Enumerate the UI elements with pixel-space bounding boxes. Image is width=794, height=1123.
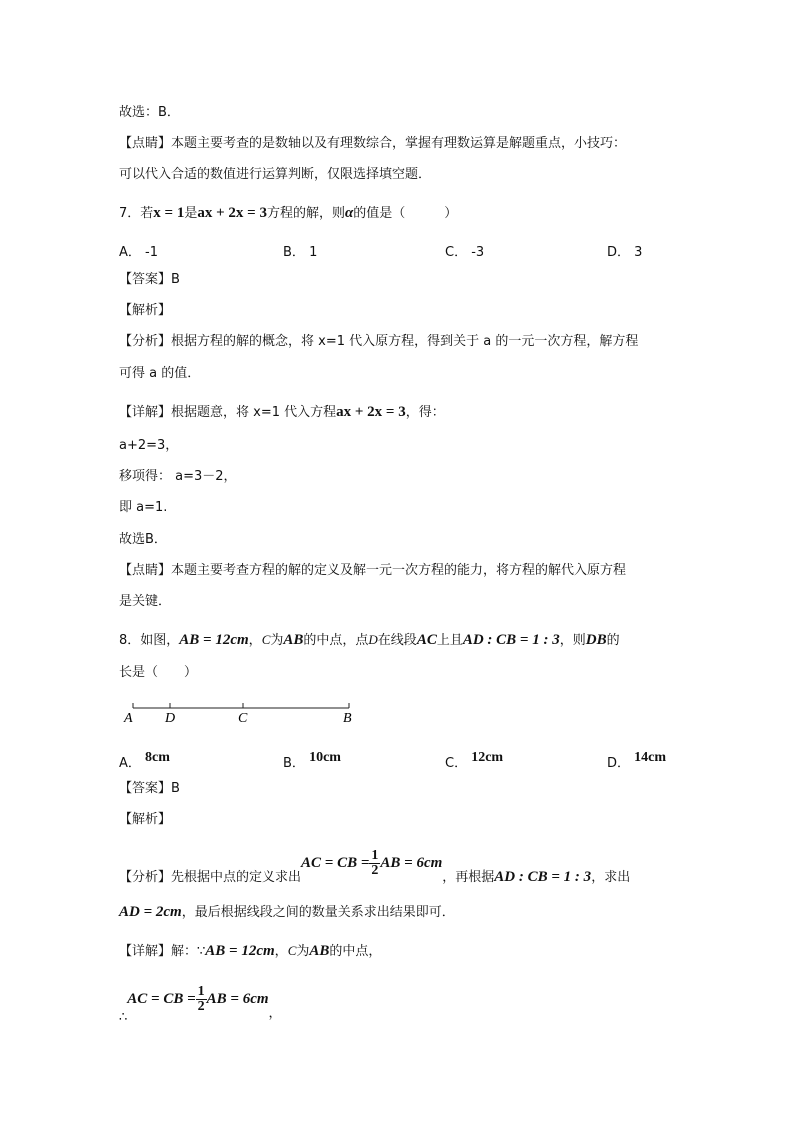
- comment-tag: 【点睛】: [119, 136, 172, 151]
- q8-detail-post: 的中点，: [329, 944, 382, 959]
- option-value: 1: [309, 245, 318, 260]
- q8-fx-eq2: AB = 6cm: [380, 855, 443, 871]
- q8-detail-a: ，: [274, 944, 288, 959]
- q8-detail-pre: 【详解】解：∵: [119, 944, 206, 959]
- label-a: A: [124, 711, 133, 726]
- q8-stem-line1: [119, 631, 620, 650]
- q7-option-c[interactable]: [445, 241, 484, 260]
- q7-detail: [119, 403, 445, 422]
- q7-comment-line1: 【点睛】本题主要考查方程的解的定义及解一元一次方程的能力，将方程的解代入原方程: [119, 563, 627, 578]
- q8-detail: [119, 942, 381, 961]
- option-label: C．: [445, 756, 468, 771]
- q7-condition: x = 1: [153, 205, 185, 221]
- q8-ac: AC: [416, 632, 437, 648]
- q7-detail-equation: ax + 2x = 3: [336, 404, 406, 420]
- q7-detail-post: ，得：: [405, 405, 445, 420]
- q8-option-c[interactable]: [445, 746, 504, 771]
- option-value: 14cm: [634, 750, 667, 765]
- fraction-denominator: 2: [197, 999, 205, 1014]
- q8-stem-line2: 长是（ ）: [119, 665, 198, 680]
- q7-stem-mid: 是: [184, 206, 198, 221]
- q8-fx-eq1: AC = CB =: [301, 855, 370, 871]
- q8-answer: 【答案】B: [119, 781, 180, 796]
- q8-fx-ratio: AD : CB = 1 : 3: [494, 869, 592, 885]
- q8-analysis-line1: [119, 847, 631, 885]
- option-value: -3: [471, 245, 485, 260]
- option-value: 12cm: [471, 750, 504, 765]
- option-label: B．: [283, 245, 305, 260]
- q7-analysis-line1: 【分析】根据方程的解的概念，将 x=1 代入原方程，得到关于 a 的一元一次方程，解方程: [119, 334, 639, 349]
- option-value: 8cm: [145, 750, 170, 765]
- fraction-numerator: 1: [371, 848, 379, 863]
- q8-analysis-head: 【解析】: [119, 812, 172, 827]
- q8-ratio: AD : CB = 1 : 3: [462, 632, 560, 648]
- option-label: A．: [119, 756, 141, 771]
- q8-th-fraction: [196, 985, 207, 1014]
- q8-detail-ab: AB = 12cm: [205, 943, 275, 959]
- q7-step2: 移项得： a=3－2，: [119, 469, 237, 484]
- option-label: D．: [607, 245, 631, 260]
- q8-fx2-eq: AD = 2cm: [119, 904, 182, 920]
- q7-step3: 即 a=1.: [119, 500, 168, 515]
- q7-analysis-head: 【解析】: [119, 303, 172, 318]
- option-label: C．: [445, 245, 468, 260]
- q8-ab-eq: AB = 12cm: [179, 632, 249, 648]
- option-value: 3: [634, 245, 643, 260]
- q8-db: DB: [585, 632, 607, 648]
- q8-analysis-line2: [119, 903, 455, 922]
- q8-detail-ab2: AB: [309, 943, 330, 959]
- q8-stem-g: 的: [606, 633, 620, 648]
- q8-point-d: D: [368, 632, 378, 647]
- label-d: D: [165, 711, 176, 726]
- q7-step1: a+2=3，: [119, 438, 179, 453]
- q7-stem-pre: 7．若: [119, 206, 154, 221]
- q7-option-a[interactable]: [119, 241, 158, 260]
- q8-point-c: C: [261, 632, 271, 647]
- q7-variable: α: [344, 205, 354, 221]
- q8-fx2-post: ，最后根据线段之间的数量关系求出结果即可．: [181, 905, 455, 920]
- q8-fx-mid: ，再根据: [442, 870, 495, 885]
- q8-th-post: ，: [268, 1006, 282, 1021]
- prev-comment-line2: 可以代入合适的数值进行运算判断，仅限选择填空题．: [119, 167, 432, 182]
- option-label: D．: [607, 756, 631, 771]
- q8-option-a[interactable]: [119, 746, 170, 771]
- q7-option-d[interactable]: [607, 241, 642, 260]
- q7-equation: ax + 2x = 3: [197, 205, 267, 221]
- q7-stem: [119, 204, 457, 223]
- q8-option-b[interactable]: [283, 746, 341, 771]
- q8-stem-d: 在线段: [377, 633, 417, 648]
- q8-th-eq1: AC = CB =: [127, 991, 196, 1007]
- q8-stem-f: ，则: [559, 633, 586, 648]
- q8-fx-pre: 【分析】先根据中点的定义求出: [119, 870, 302, 885]
- q8-stem-c: 的中点，点: [303, 633, 369, 648]
- q7-choice: 故选B．: [119, 532, 167, 547]
- q7-comment-line2: 是关键．: [119, 594, 172, 609]
- q7-answer: 【答案】B: [119, 272, 180, 287]
- label-b: B: [343, 711, 352, 726]
- option-label: A．: [119, 245, 141, 260]
- q8-option-d[interactable]: [607, 746, 667, 771]
- prev-choice: 故选：B．: [119, 105, 180, 120]
- option-value: -1: [145, 245, 159, 260]
- prev-comment-line1: [119, 135, 626, 153]
- comment-text: 本题主要考查的是数轴以及有理数综合，掌握有理数运算是解题重点，小技巧：: [171, 136, 627, 151]
- therefore-symbol: ∴: [119, 1010, 128, 1025]
- q8-ab: AB: [283, 632, 304, 648]
- q8-stem-e: 上且: [436, 633, 463, 648]
- q8-detail-c: C: [287, 943, 297, 958]
- q8-fraction: [369, 849, 380, 878]
- q8-detail-b: 为: [296, 944, 310, 959]
- q8-segment-figure: [119, 700, 369, 728]
- q8-stem-b: 为: [270, 633, 284, 648]
- q7-stem-mid2: 方程的解，则: [266, 206, 345, 221]
- q8-therefore-line: [119, 983, 282, 1025]
- label-c: C: [238, 711, 248, 726]
- q7-detail-pre: 【详解】根据题意，将 x=1 代入方程: [119, 405, 337, 420]
- q7-option-b[interactable]: [283, 241, 317, 260]
- fraction-denominator: 2: [371, 863, 379, 878]
- q7-analysis-line2: 可得 a 的值．: [119, 366, 201, 381]
- q8-stem-a: ，: [248, 633, 262, 648]
- q7-stem-post: 的值是（ ）: [353, 206, 458, 221]
- fraction-numerator: 1: [197, 984, 205, 999]
- q8-fx-post: ，求出: [591, 870, 631, 885]
- q8-th-eq2: AB = 6cm: [206, 991, 269, 1007]
- q8-stem-pre: 8．如图，: [119, 633, 180, 648]
- option-value: 10cm: [309, 750, 341, 765]
- option-label: B．: [283, 756, 305, 771]
